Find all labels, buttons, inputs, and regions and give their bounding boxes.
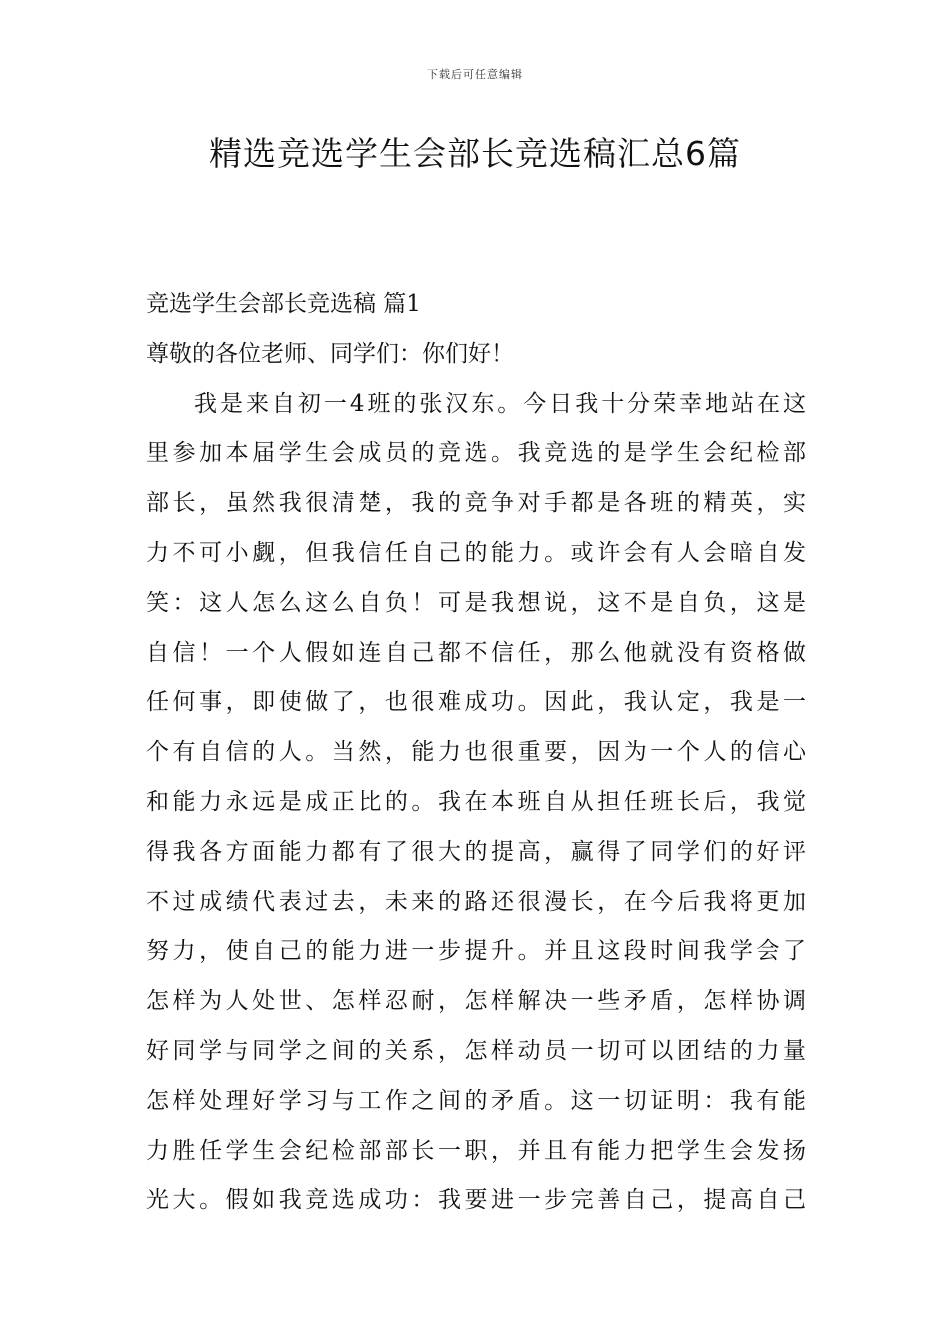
- paragraph-line: 得我各方面能力都有了很大的提高，赢得了同学们的好评: [146, 838, 806, 865]
- paragraph-line: 和能力永远是成正比的。我在本班自从担任班长后，我觉: [146, 788, 806, 815]
- document-title: 精选竞选学生会部长竞选稿汇总6篇: [209, 134, 741, 173]
- paragraph-line: 任何事，即使做了，也很难成功。因此，我认定，我是一: [146, 689, 806, 716]
- paragraph-line: 努力，使自己的能力进一步提升。并且这段时间我学会了: [146, 938, 806, 965]
- greeting-line: 尊敬的各位老师、同学们：你们好！: [146, 340, 514, 367]
- paragraph-line: 怎样处理好学习与工作之间的矛盾。这一切证明：我有能: [146, 1087, 806, 1114]
- paragraph-line: 怎样为人处世、怎样忍耐，怎样解决一些矛盾，怎样协调: [146, 988, 806, 1015]
- paragraph-line: 笑：这人怎么这么自负！可是我想说，这不是自负，这是: [146, 589, 806, 616]
- paragraph-line: 光大。假如我竞选成功：我要进一步完善自己，提高自己: [146, 1187, 806, 1214]
- paragraph-line: 力胜任学生会纪检部部长一职，并且有能力把学生会发扬: [146, 1137, 806, 1164]
- paragraph-line: 个有自信的人。当然，能力也很重要，因为一个人的信心: [146, 739, 806, 766]
- paragraph-line: 部长，虽然我很清楚，我的竞争对手都是各班的精英，实: [146, 490, 806, 517]
- paragraph-line: 好同学与同学之间的关系，怎样动员一切可以团结的力量: [146, 1037, 806, 1064]
- paragraph-line: 自信！一个人假如连自己都不信任，那么他就没有资格做: [146, 639, 806, 666]
- header-note: 下载后可任意编辑: [427, 68, 523, 81]
- speech-paragraph: [146, 380, 806, 1227]
- paragraph-line: 力不可小觑，但我信任自己的能力。或许会有人会暗自发: [146, 539, 806, 566]
- paragraph-line: 我是来自初一4班的张汉东。今日我十分荣幸地站在这: [194, 390, 806, 417]
- section-heading: 竞选学生会部长竞选稿 篇1: [146, 291, 421, 317]
- paragraph-line: 不过成绩代表过去，未来的路还很漫长，在今后我将更加: [146, 888, 806, 915]
- document-body: [146, 280, 806, 1226]
- paragraph-line: 里参加本届学生会成员的竞选。我竞选的是学生会纪检部: [146, 440, 806, 467]
